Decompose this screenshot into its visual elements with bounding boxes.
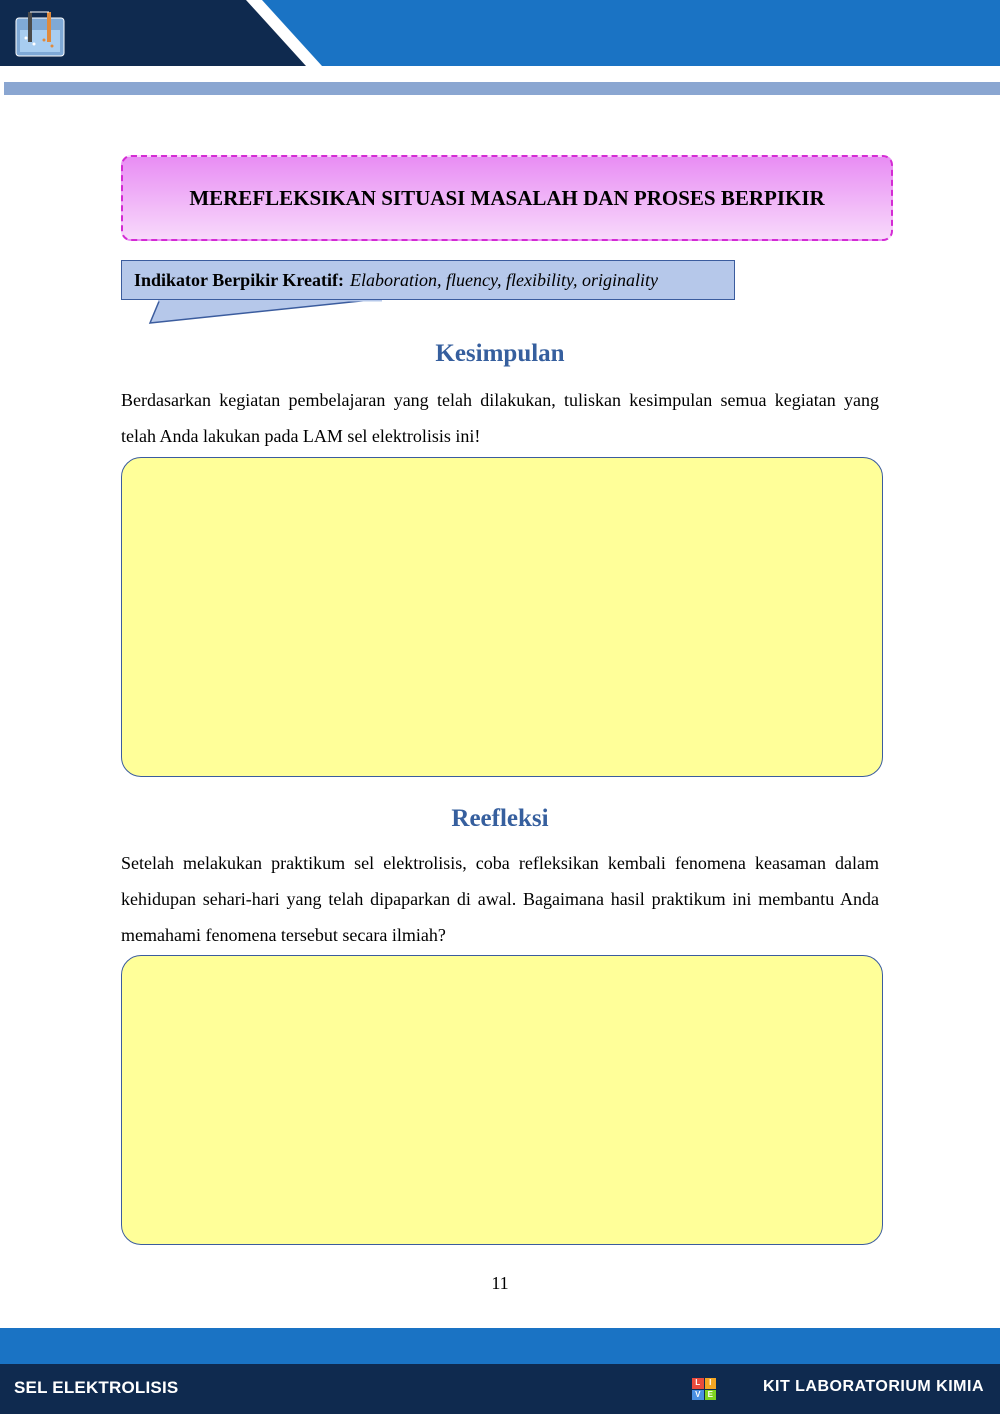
refleksi-instructions: Setelah melakukan praktikum sel elektrolisis, coba refleksikan kembali fenomena keasaman dalam kehidupan sehari-hari yang telah dipaparkan di awal. Bagaimana hasil praktikum ini membantu Anda memahami fenomena tersebut secara ilmiah? — [121, 853, 879, 945]
page-number: 11 — [491, 1273, 509, 1293]
indicator-callout — [121, 260, 735, 300]
indicator-label: Indikator Berpikir Kreatif: — [134, 269, 345, 290]
kesimpulan-instructions: Berdasarkan kegiatan pembelajaran yang telah dilakukan, tuliskan kesimpulan semua kegiatan yang telah Anda lakukan pada LAM sel elektrolisis ini! — [121, 390, 879, 446]
section-title: MEREFLEKSIKAN SITUASI MASALAH DAN PROSES BERPIKIR — [189, 185, 825, 210]
callout-tail — [120, 299, 420, 329]
section-title-banner — [121, 155, 893, 241]
liveworksheets-badge-icon: L I V E — [692, 1378, 716, 1400]
footer-band — [0, 1328, 1000, 1368]
refleksi-answer-box[interactable] — [121, 955, 883, 1245]
header-underline-bar — [4, 82, 1000, 95]
kesimpulan-heading: Kesimpulan — [435, 340, 565, 367]
footer-square — [732, 1328, 762, 1364]
refleksi-heading: Reefleksi — [451, 805, 549, 832]
footer-square — [686, 1328, 716, 1364]
electrolysis-cell-icon — [14, 8, 66, 58]
footer-title: SEL ELEKTROLISIS — [14, 1378, 179, 1397]
footer-subtitle: KIT LABORATORIUM KIMIA — [762, 1378, 984, 1395]
footer-square — [640, 1328, 670, 1364]
indicator-value: Elaboration, fluency, flexibility, originality — [350, 269, 658, 290]
footer-square — [772, 1328, 802, 1364]
kesimpulan-answer-box[interactable] — [121, 457, 883, 777]
